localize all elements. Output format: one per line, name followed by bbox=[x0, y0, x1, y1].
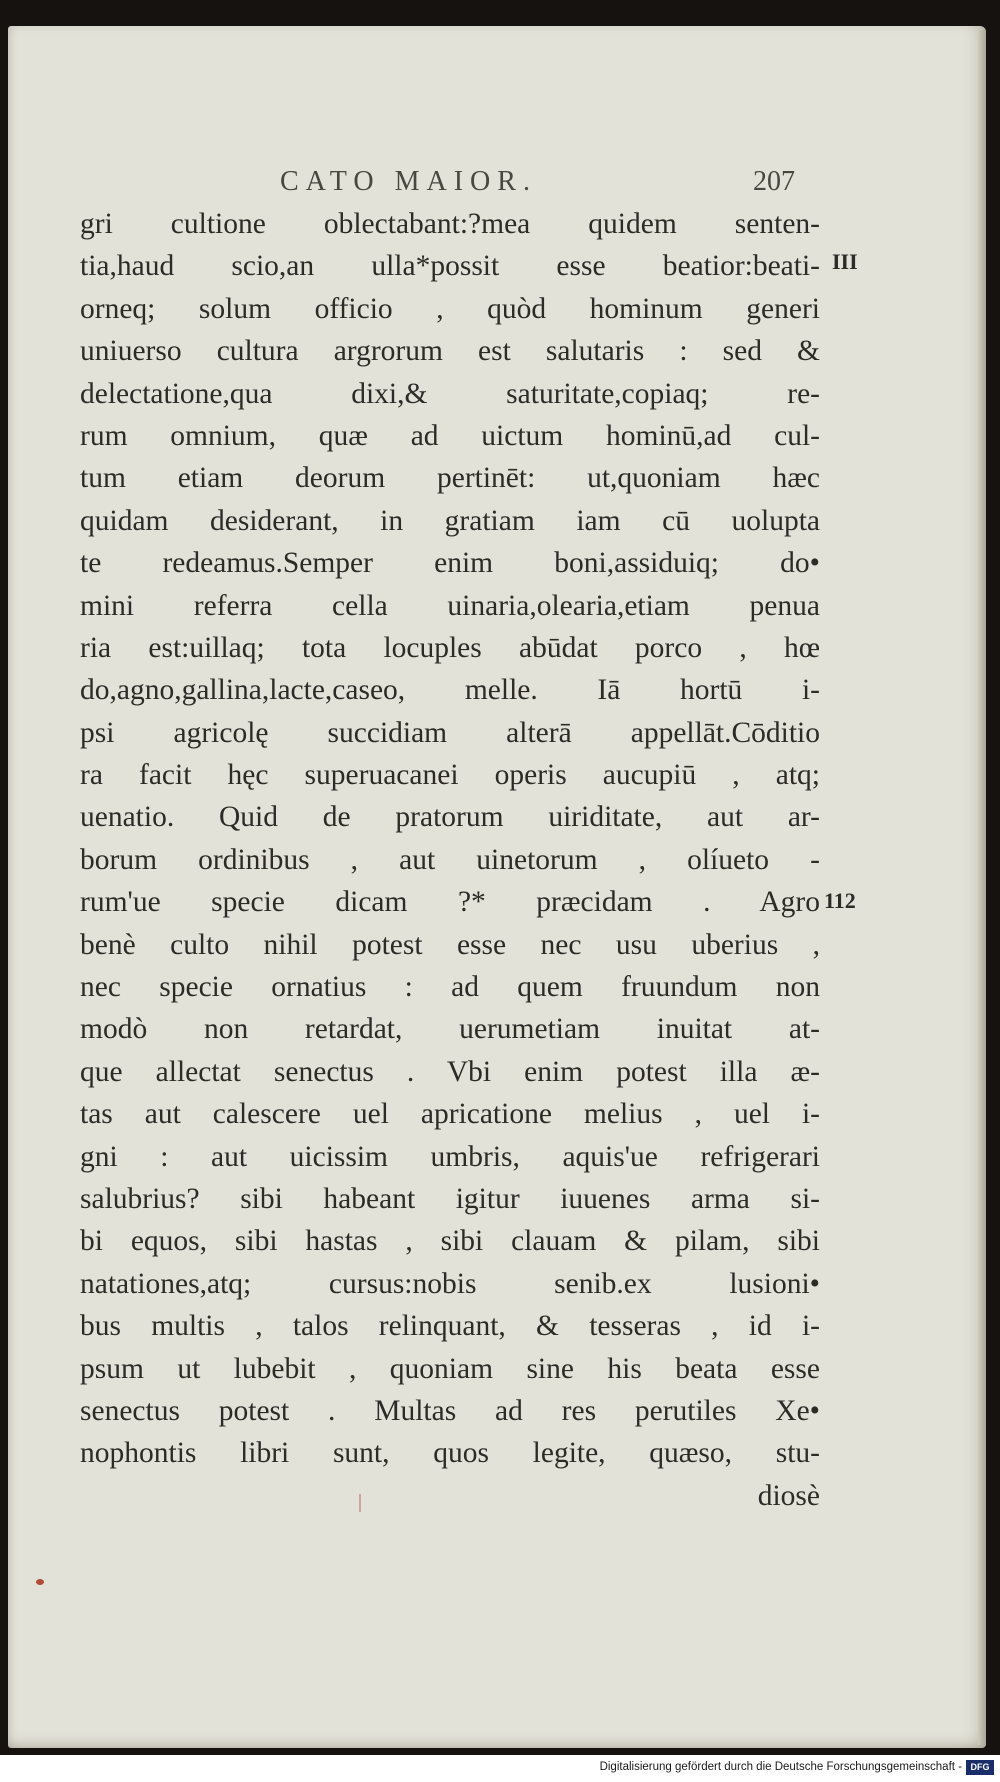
text-line-content: delectatione,qua dixi,& saturitate,copiaq; re- bbox=[80, 377, 820, 410]
text-line bbox=[80, 1051, 820, 1093]
page-header bbox=[8, 166, 986, 200]
text-line bbox=[80, 203, 820, 245]
text-line bbox=[80, 712, 820, 754]
page-edge bbox=[978, 30, 986, 1745]
text-line-content: ria est:uillaq; tota locuples abūdat porco , hœ bbox=[80, 631, 820, 664]
text-line-content: tum etiam deorum pertinēt: ut,quoniam hæc bbox=[80, 462, 820, 495]
text-line-content: modò non retardat, uerumetiam inuitat at- bbox=[80, 1013, 820, 1046]
text-line-content: ra facit hęc superuacanei operis aucupiū , atq; bbox=[80, 759, 820, 792]
text-line-content: benè culto nihil potest esse nec usu uberius , bbox=[80, 928, 820, 961]
digitization-credit: Digitalisierung gefördert durch die Deutsche Forschungsgemeinschaft - bbox=[599, 1761, 962, 1773]
text-line bbox=[80, 500, 820, 542]
text-line bbox=[80, 881, 820, 923]
text-line-content: nec specie ornatius : ad quem fruundum non bbox=[80, 971, 820, 1004]
text-line bbox=[80, 1390, 820, 1432]
running-head: CATO MAIOR. bbox=[280, 166, 537, 197]
text-line-content: que allectat senectus . Vbi enim potest illa æ- bbox=[80, 1055, 820, 1088]
text-line bbox=[80, 754, 820, 796]
page-number: 207 bbox=[753, 166, 795, 197]
text-line bbox=[80, 330, 820, 372]
text-line bbox=[80, 924, 820, 966]
text-line-content: psum ut lubebit , quoniam sine his beata esse bbox=[80, 1352, 820, 1385]
text-line bbox=[80, 1263, 820, 1305]
text-line-content: psi agricolę succidiam alterā appellāt.Cōditio bbox=[80, 716, 820, 749]
text-line-content: bi equos, sibi hastas , sibi clauam & pilam, sibi bbox=[80, 1225, 820, 1258]
text-line-content: gri cultione oblectabant:?mea quidem senten- bbox=[80, 208, 820, 240]
text-line bbox=[80, 245, 820, 287]
text-line-content: senectus potest . Multas ad res perutiles Xe• bbox=[80, 1394, 820, 1427]
text-line-content: do,agno,gallina,lacte,caseo, melle. Iā hortū i- bbox=[80, 674, 820, 707]
text-line bbox=[80, 415, 820, 457]
text-line bbox=[80, 1136, 820, 1178]
text-line bbox=[80, 1432, 820, 1474]
text-line bbox=[80, 839, 820, 881]
text-line bbox=[80, 1220, 820, 1262]
text-line bbox=[80, 542, 820, 584]
text-line bbox=[80, 1178, 820, 1220]
text-line bbox=[80, 796, 820, 838]
dfg-logo: DFG bbox=[966, 1760, 994, 1775]
text-line-content: natationes,atq; cursus:nobis senib.ex lusioni• bbox=[80, 1267, 820, 1300]
text-line-content: te redeamus.Semper enim boni,assiduiq; do• bbox=[80, 547, 820, 580]
text-line-content: tia,haud scio,an ulla*possit esse beatior:beati- bbox=[80, 250, 820, 283]
text-line-content: salubrius? sibi habeant igitur iuuenes arma si- bbox=[80, 1182, 820, 1215]
text-line-content: rum omnium, quæ ad uictum hominū,ad cul- bbox=[80, 419, 820, 452]
text-line-content: rum'ue specie dicam ?* præcidam . Agro bbox=[80, 886, 820, 919]
body-text bbox=[80, 203, 820, 1517]
text-line-content: orneq; solum officio , quòd hominum generi bbox=[80, 292, 820, 325]
text-line-content: bus multis , talos relinquant, & tesseras , id i- bbox=[80, 1310, 820, 1343]
text-line-content: uenatio. Quid de pratorum uiriditate, aut ar- bbox=[80, 801, 820, 834]
text-line bbox=[80, 1008, 820, 1050]
text-line bbox=[80, 627, 820, 669]
text-line-content: gni : aut uicissim umbris, aquis'ue refrigerari bbox=[80, 1140, 820, 1173]
text-line bbox=[80, 966, 820, 1008]
text-line bbox=[80, 1348, 820, 1390]
ink-speck bbox=[36, 1579, 44, 1585]
margin-note-section-112: 112 bbox=[824, 888, 856, 913]
text-line bbox=[80, 457, 820, 499]
text-line bbox=[80, 288, 820, 330]
footer-bar bbox=[0, 1755, 1000, 1782]
text-line bbox=[80, 1305, 820, 1347]
text-line-content: nophontis libri sunt, quos legite, quæso, stu- bbox=[80, 1437, 820, 1470]
text-line bbox=[80, 1093, 820, 1135]
text-line-content: borum ordinibus , aut uinetorum , olíueto - bbox=[80, 843, 820, 876]
text-line bbox=[80, 669, 820, 711]
margin-note-section-111: III bbox=[832, 249, 858, 274]
text-line bbox=[80, 585, 820, 627]
text-line-content: mini referra cella uinaria,olearia,etiam penua bbox=[80, 589, 820, 622]
text-line-content: uniuerso cultura argrorum est salutaris : sed & bbox=[80, 335, 820, 368]
text-line-content: diosè bbox=[757, 1479, 820, 1512]
text-line-content: tas aut calescere uel apricatione melius , uel i- bbox=[80, 1098, 820, 1131]
text-line bbox=[80, 373, 820, 415]
text-line bbox=[80, 1475, 820, 1517]
book-page bbox=[8, 26, 986, 1748]
page-mark bbox=[359, 1494, 361, 1512]
text-line-content: quidam desiderant, in gratiam iam cū uolupta bbox=[80, 504, 820, 537]
